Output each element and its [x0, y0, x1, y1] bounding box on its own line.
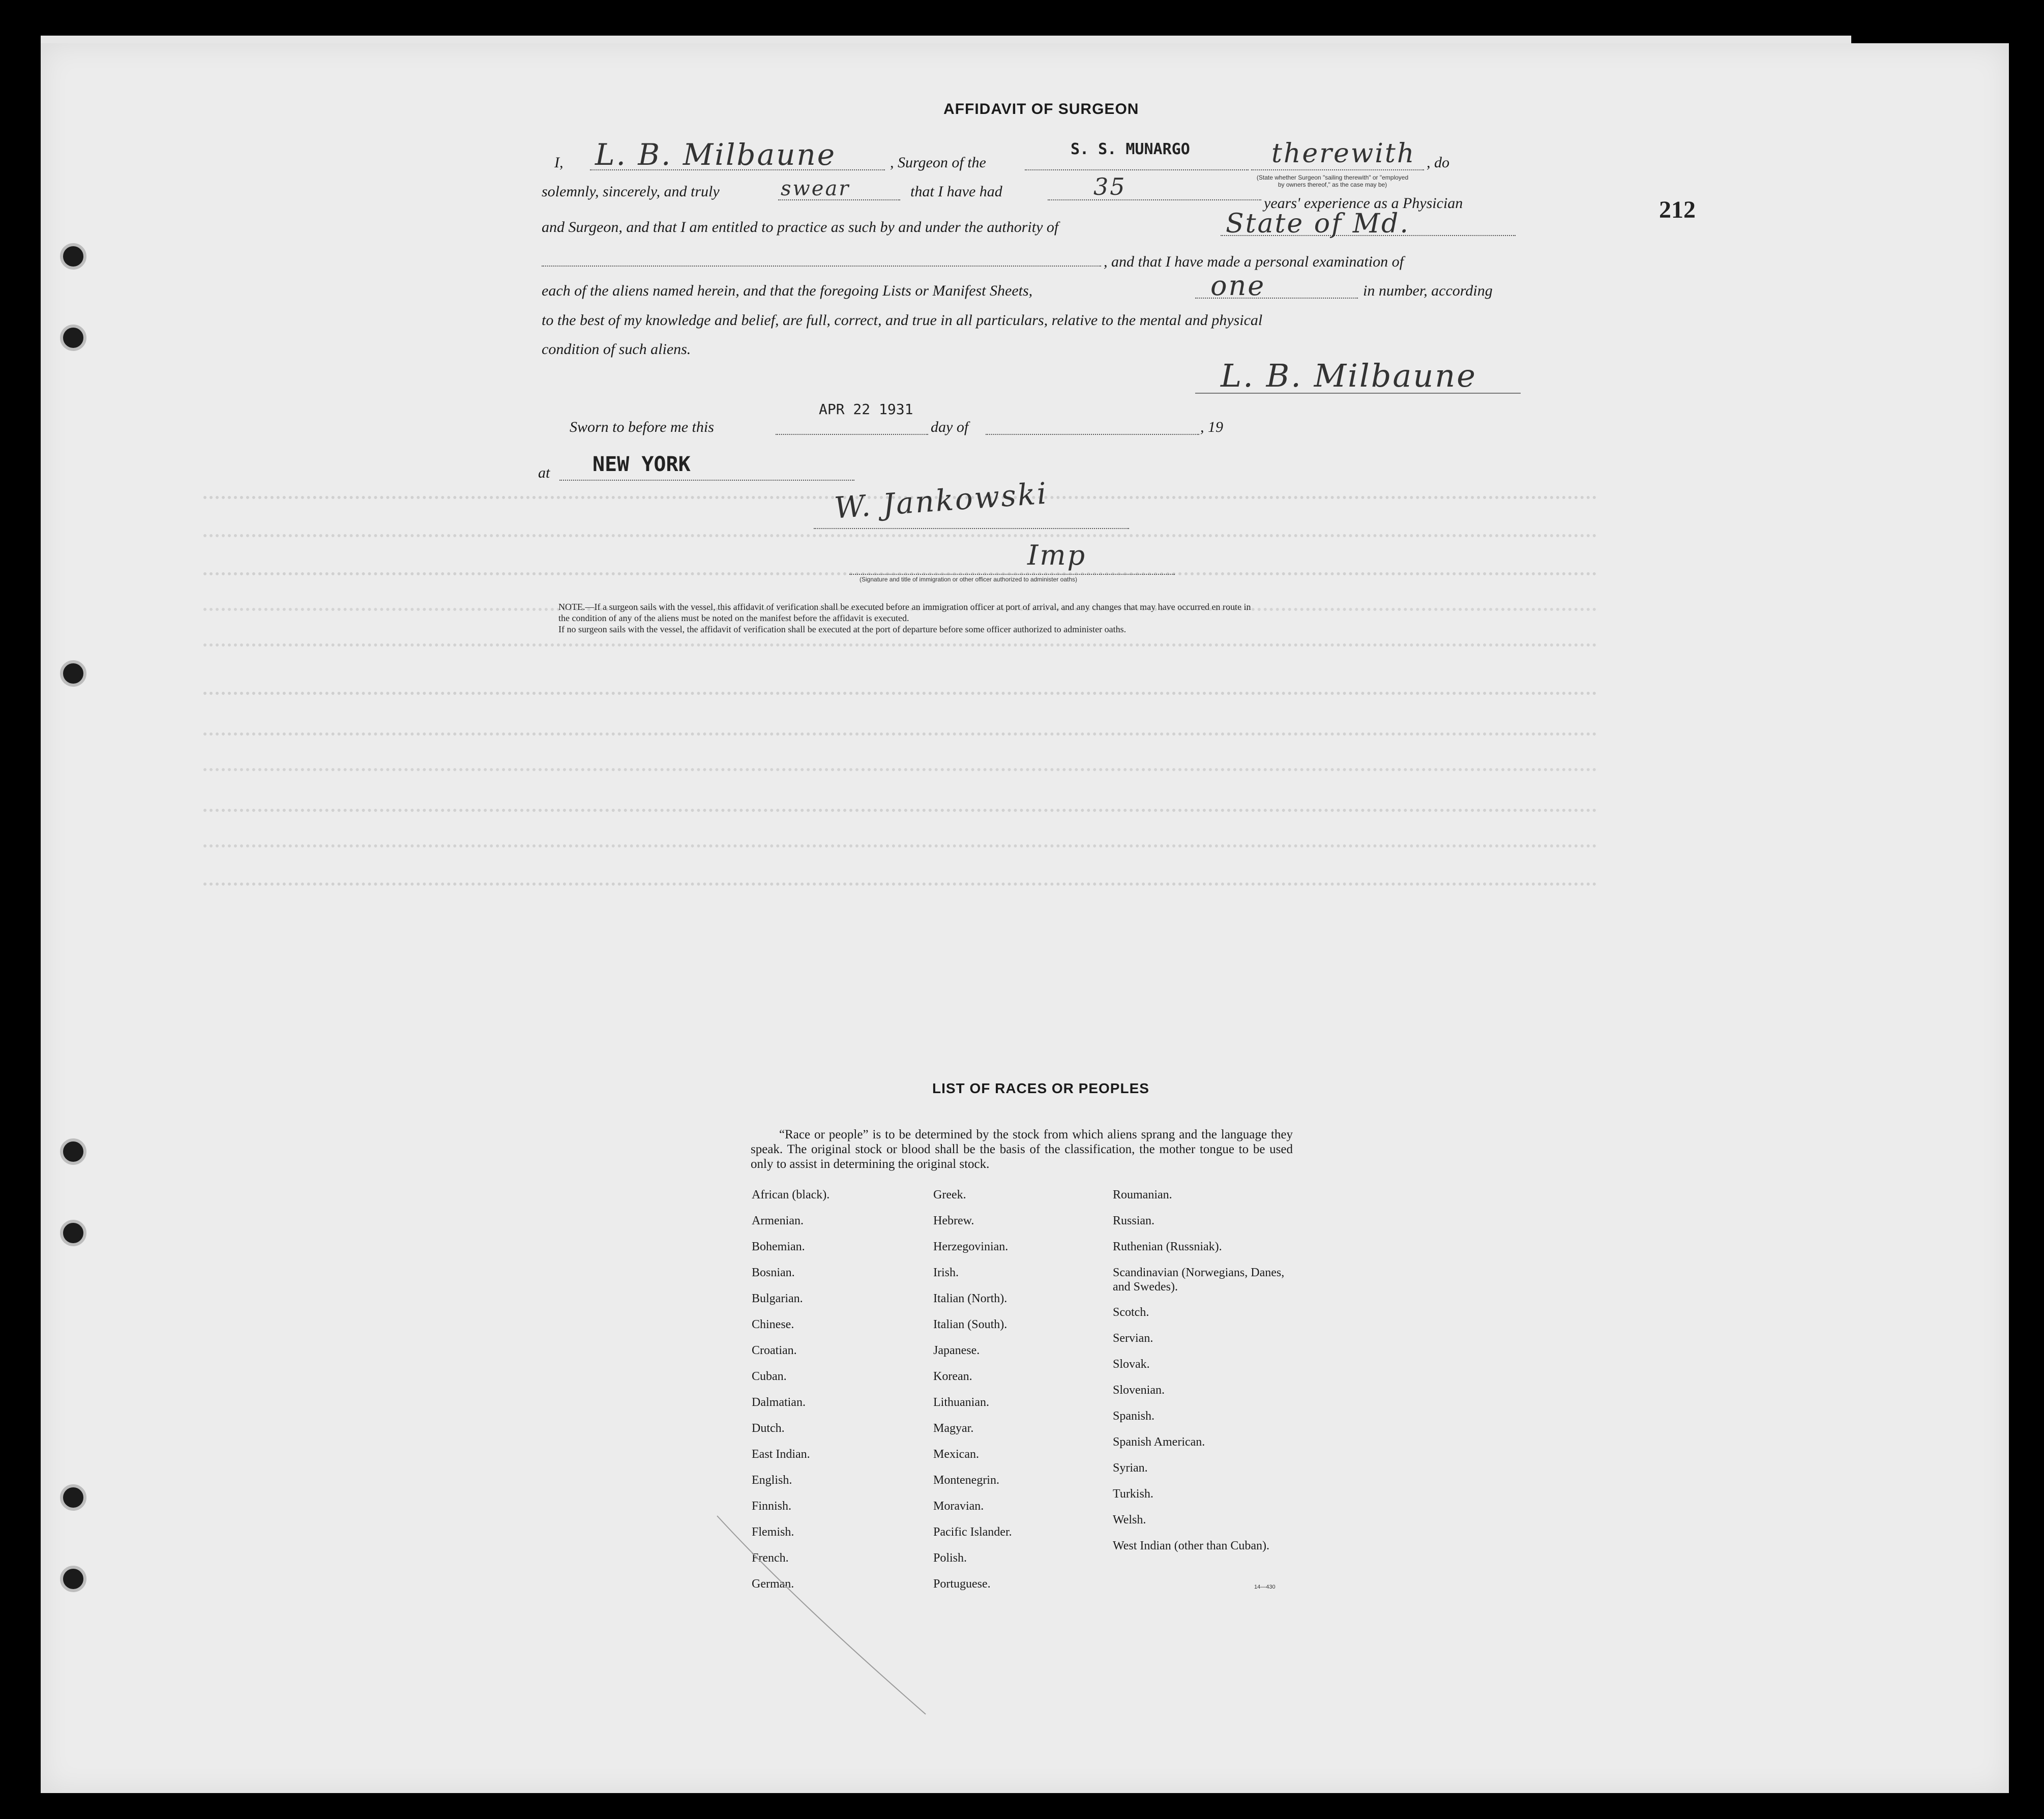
race-item: Croatian.	[752, 1344, 797, 1357]
binder-hole	[60, 660, 86, 687]
race-item: Pacific Islander.	[933, 1525, 1012, 1539]
race-item: East Indian.	[752, 1448, 810, 1461]
officer-signature: W. Jankowski	[833, 476, 1049, 525]
race-item: Bohemian.	[752, 1240, 805, 1253]
affidavit-line5-post: in number, according	[1363, 282, 1493, 299]
affidavit-line5-pre: each of the aliens named herein, and that the foregoing Lists or Manifest Sheets,	[542, 282, 1033, 299]
race-item: Welsh.	[1113, 1513, 1146, 1527]
binder-hole	[60, 1566, 86, 1592]
race-item: Finnish.	[752, 1500, 792, 1513]
affidavit-title: AFFIDAVIT OF SURGEON	[943, 101, 1139, 118]
race-item: Polish.	[933, 1551, 967, 1565]
race-item: Magyar.	[933, 1422, 974, 1435]
race-item: Roumanian.	[1113, 1188, 1172, 1201]
sheet-count-handwritten: one	[1210, 270, 1266, 302]
manifest-page	[41, 43, 2009, 1793]
race-item: African (black).	[752, 1188, 830, 1201]
race-item: Mexican.	[933, 1448, 979, 1461]
race-item: Irish.	[933, 1266, 959, 1279]
race-item: Montenegrin.	[933, 1474, 999, 1487]
officer-title-line	[849, 574, 1175, 575]
surgeon-name-handwritten: L. B. Milbaune	[595, 137, 837, 172]
race-item: Herzegovinian.	[933, 1240, 1009, 1253]
race-item: Japanese.	[933, 1344, 980, 1357]
race-item: Slovenian.	[1113, 1384, 1165, 1397]
race-item: Moravian.	[933, 1500, 984, 1513]
affidavit-line2-mid: that I have had	[910, 183, 1002, 200]
ship-name: S. S. MUNARGO	[1071, 140, 1190, 158]
affidavit-line6: to the best of my knowledge and belief, are full, correct, and true in all particulars, relative to the mental and physical	[542, 312, 1263, 329]
authority-blank-continued	[542, 266, 1101, 267]
race-item: Dalmatian.	[752, 1396, 806, 1409]
race-item: Syrian.	[1113, 1461, 1148, 1475]
page-number: 212	[1659, 196, 1696, 223]
affidavit-line4: , and that I have made a personal examination of	[1104, 253, 1404, 270]
races-intro: “Race or people” is to be determined by the stock from which aliens sprang and the language they speak. The original stock or blood shall be the basis of the classification, the mother tongue to be used only to assist in determining the original stock.	[751, 1128, 1293, 1171]
races-column-3	[1113, 1188, 1306, 1578]
race-item: Slovak.	[1113, 1358, 1150, 1371]
at-label: at	[538, 464, 550, 481]
note-line-2: the condition of any of the aliens must be noted on the manifest before the affidavit is executed.	[558, 613, 909, 623]
race-item: Lithuanian.	[933, 1396, 989, 1409]
affidavit-line3-pre: and Surgeon, and that I am entitled to practice as such by and under the authority of	[542, 219, 1059, 236]
race-item: German.	[752, 1577, 794, 1591]
binder-hole	[60, 1484, 86, 1511]
race-item: Flemish.	[752, 1525, 794, 1539]
sworn-date-stamp: APR 22 1931	[819, 401, 913, 418]
race-item: Scotch.	[1113, 1306, 1149, 1319]
officer-caption: (Signature and title of immigration or other officer authorized to administer oaths)	[860, 576, 1077, 583]
race-item: Spanish American.	[1113, 1435, 1205, 1449]
race-item: Bulgarian.	[752, 1292, 803, 1305]
ship-blank	[1025, 169, 1249, 170]
paper-scratch-mark	[712, 1475, 966, 1729]
sworn-pre: Sworn to before me this	[570, 419, 714, 435]
swear-handwritten: swear	[781, 177, 850, 200]
race-item: Korean.	[933, 1370, 972, 1383]
race-item: Spanish.	[1113, 1410, 1155, 1423]
affidavit-line1-pre: I,	[554, 154, 564, 171]
years-blank	[1048, 199, 1261, 200]
race-item: French.	[752, 1551, 789, 1565]
sworn-date-blank	[776, 434, 928, 435]
affidavit-line2-post: years' experience as a Physician	[1264, 195, 1463, 212]
sailing-status-handwritten: therewith	[1271, 138, 1416, 169]
affidavit-line2-pre: solemnly, sincerely, and truly	[542, 183, 720, 200]
race-item: Armenian.	[752, 1214, 804, 1227]
race-item: Turkish.	[1113, 1487, 1153, 1501]
race-item: Russian.	[1113, 1214, 1155, 1227]
officer-signature-line	[814, 528, 1129, 529]
affidavit-line7: condition of such aliens.	[542, 341, 691, 358]
race-item: Scandinavian (Norwegians, Danes, and Swedes).	[1113, 1266, 1285, 1294]
race-item: Servian.	[1113, 1332, 1153, 1345]
years-handwritten: 35	[1093, 173, 1127, 200]
race-item: Italian (North).	[933, 1292, 1008, 1305]
form-code: 14—430	[1254, 1584, 1276, 1590]
note-line-1: NOTE.—If a surgeon sails with the vessel, this affidavit of verification shall be executed before an immigration officer at port of arrival, and any changes that may have occurred en route in	[558, 602, 1251, 612]
race-item: Hebrew.	[933, 1214, 974, 1227]
race-item: Cuban.	[752, 1370, 787, 1383]
officer-title-initials: Imp	[1027, 539, 1087, 571]
place-stamp: NEW YORK	[593, 453, 691, 476]
affidavit-note	[558, 601, 1515, 635]
surgeon-signature: L. B. Milbaune	[1221, 357, 1477, 394]
affidavit-line1-mid: , Surgeon of the	[890, 154, 986, 171]
place-blank	[559, 480, 854, 481]
note-line-3: If no surgeon sails with the vessel, the affidavit of verification shall be executed at the port of departure before some officer authorized to administer oaths.	[558, 624, 1127, 634]
race-item: West Indian (other than Cuban).	[1113, 1539, 1269, 1552]
race-item: English.	[752, 1474, 792, 1487]
affidavit-line1-post: , do	[1427, 154, 1449, 171]
binder-hole	[60, 243, 86, 270]
binder-hole	[60, 325, 86, 351]
race-item: Portuguese.	[933, 1577, 991, 1591]
race-item: Greek.	[933, 1188, 966, 1201]
sworn-year-prefix: , 19	[1200, 419, 1223, 435]
sailing-status-hint: (State whether Surgeon "sailing therewith" or "employed by owners thereof," as the case may be)	[1256, 174, 1409, 188]
race-item: Italian (South).	[933, 1318, 1008, 1331]
race-item: Chinese.	[752, 1318, 794, 1331]
sworn-mid: day of	[931, 419, 969, 435]
race-item: Bosnian.	[752, 1266, 795, 1279]
binder-hole	[60, 1138, 86, 1165]
sworn-month-blank	[986, 434, 1199, 435]
sailing-status-blank	[1251, 169, 1424, 170]
races-title: LIST OF RACES OR PEOPLES	[932, 1080, 1149, 1096]
race-item: Ruthenian (Russniak).	[1113, 1240, 1222, 1253]
authority-handwritten: State of Md.	[1226, 209, 1410, 239]
race-item: Dutch.	[752, 1422, 785, 1435]
surgeon-signature-line	[1195, 393, 1521, 394]
binder-hole	[60, 1220, 86, 1246]
